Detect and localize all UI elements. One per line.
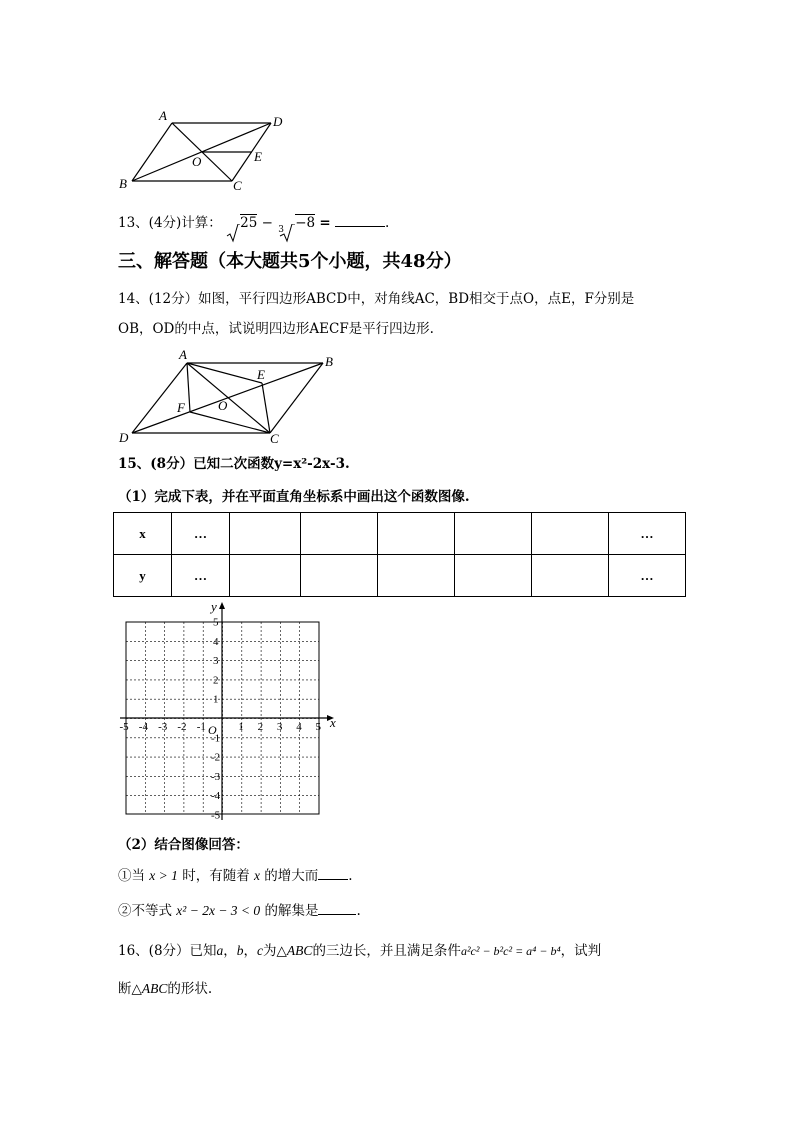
q13-answer-blank[interactable] <box>335 213 385 227</box>
fig2-label-a: A <box>179 347 187 362</box>
x-tick-label: 3 <box>276 721 283 733</box>
question-15-sub-1 <box>118 866 353 885</box>
y-tick-label: 5 <box>213 616 219 629</box>
fig2-segment-ec <box>262 383 270 433</box>
sub1-suffix: 的增大而 <box>264 868 319 884</box>
table-cell-input[interactable] <box>378 555 455 597</box>
question-16-line-1 <box>118 942 601 960</box>
table-cell: … <box>172 513 230 555</box>
q16-p1: 16、(8分）已知 <box>118 943 217 959</box>
q16-sep2: ， <box>243 943 258 959</box>
q16-var-a: a <box>216 943 224 958</box>
coordinate-grid[interactable] <box>110 598 345 820</box>
sub2-end: . <box>356 903 361 919</box>
q16-equation: a²c² − b²c² = a⁴ − b⁴ <box>460 944 561 958</box>
y-tick-label: -4 <box>211 790 221 803</box>
table-cell: … <box>609 555 686 597</box>
q16-p2: 为 <box>263 943 277 959</box>
y-axis-label: y <box>211 599 217 614</box>
table-cell: y <box>114 555 172 597</box>
q16-triangle: △ABC <box>276 943 313 958</box>
table-cell: … <box>172 555 230 597</box>
x-tick-label: 2 <box>257 721 264 733</box>
section-3-heading: 三、解答题（本大题共5个小题，共48分） <box>118 251 462 272</box>
question-15-sub-2 <box>118 901 361 920</box>
table-cell-input[interactable] <box>230 513 301 555</box>
table-cell-input[interactable] <box>301 555 378 597</box>
q16-var-c: c <box>257 943 264 958</box>
table-cell: x <box>114 513 172 555</box>
fig1-label-o: O <box>192 154 202 169</box>
sub2-inequality: x² − 2x − 3 < 0 <box>176 903 261 918</box>
q13-sqrt-arg: 25 <box>240 215 258 231</box>
y-tick-label: -5 <box>211 809 221 820</box>
table-row-x <box>114 513 686 555</box>
q13-minus: − <box>261 215 273 231</box>
table-cell: … <box>609 513 686 555</box>
fig2-label-d: D <box>119 430 129 445</box>
fig1-label-d: D <box>273 114 283 129</box>
table-cell-input[interactable] <box>455 513 532 555</box>
x-tick-label: 1 <box>238 721 244 733</box>
sub1-mid: 时，有随着 <box>182 868 250 884</box>
y-tick-label: -3 <box>211 770 221 783</box>
y-tick-label: 4 <box>213 635 219 648</box>
table-cell-input[interactable] <box>532 513 609 555</box>
q16-sep1: ， <box>223 943 237 959</box>
fig2-label-c: C <box>270 431 279 446</box>
table-cell-input[interactable] <box>301 513 378 555</box>
sub2-prefix: ②不等式 <box>118 903 172 919</box>
question-15-part-2: （2）结合图像回答： <box>118 837 249 853</box>
fig2-label-b: B <box>325 354 333 369</box>
q16-p3: 的三边长，并且满足条件 <box>312 943 461 959</box>
q13-cbrt-arg: −8 <box>295 215 316 231</box>
q13-cbrt-index: 3 <box>278 225 284 235</box>
question-14-line-2: OB，OD的中点，试说明四边形AECF是平行四边形. <box>118 321 434 337</box>
table-row-y <box>114 555 686 597</box>
x-tick-label: -1 <box>196 721 206 733</box>
x-tick-label: -2 <box>177 721 187 733</box>
fig2-side-bc <box>270 363 323 433</box>
x-axis-label: x <box>330 715 336 730</box>
y-tick-label: 3 <box>213 655 219 668</box>
table-cell-input[interactable] <box>532 555 609 597</box>
q16-p4: ，试判 <box>560 943 602 959</box>
value-table <box>113 512 686 597</box>
sub1-var: x <box>254 868 260 883</box>
question-15-part-1: （1）完成下表，并在平面直角坐标系中画出这个函数图像. <box>118 489 470 505</box>
q13-prefix: 13、(4分)计算： <box>118 215 222 231</box>
table-cell-input[interactable] <box>230 555 301 597</box>
fig2-label-f: F <box>177 400 185 415</box>
table-cell-input[interactable] <box>455 555 532 597</box>
sub1-condition: x > 1 <box>149 868 178 883</box>
y-axis-arrow <box>219 602 225 609</box>
x-tick-label: -4 <box>138 721 148 733</box>
origin-label: O <box>208 723 217 737</box>
sub1-end: . <box>348 868 353 884</box>
figure-parallelogram-2 <box>110 345 345 450</box>
question-13: 13、(4分)计算： 25 − 3 −8 = . <box>118 213 389 232</box>
x-tick-label: 4 <box>296 721 302 733</box>
y-tick-label: -1 <box>211 732 221 745</box>
x-tick-label: 5 <box>315 721 321 733</box>
q16-line2-suffix: 的形状. <box>167 981 213 997</box>
fig2-label-o: O <box>218 398 228 413</box>
fig1-label-b: B <box>119 176 127 191</box>
fig2-segment-af <box>187 363 190 412</box>
question-15-line-1: 15、(8分）已知二次函数y=x²-2x-3. <box>118 456 350 472</box>
y-tick-label: 2 <box>213 674 219 687</box>
fig1-label-a: A <box>159 108 167 123</box>
x-tick-label: -5 <box>119 721 129 733</box>
fig1-label-e: E <box>254 149 262 164</box>
sub2-suffix: 的解集是 <box>264 903 319 919</box>
sub2-answer-blank[interactable] <box>318 901 356 915</box>
fig1-label-c: C <box>233 178 242 193</box>
y-tick-label: 1 <box>213 693 219 706</box>
sub1-prefix: ①当 <box>118 868 145 884</box>
x-tick-label: -3 <box>158 721 168 733</box>
sub1-answer-blank[interactable] <box>318 866 348 880</box>
q16-var-b: b <box>236 943 244 958</box>
y-tick-label: -2 <box>211 751 221 764</box>
question-16-line-2 <box>118 980 212 998</box>
figure-parallelogram-1 <box>110 105 300 195</box>
q16-line2-prefix: 断 <box>118 981 132 997</box>
fig2-label-e: E <box>257 367 265 382</box>
question-14-line-1: 14、(12分）如图，平行四边形ABCD中，对角线AC，BD相交于点O，点E，F分别是 <box>118 291 635 307</box>
q16-line2-triangle: △ABC <box>131 981 168 996</box>
q13-equals: = <box>319 215 331 231</box>
table-cell-input[interactable] <box>378 513 455 555</box>
